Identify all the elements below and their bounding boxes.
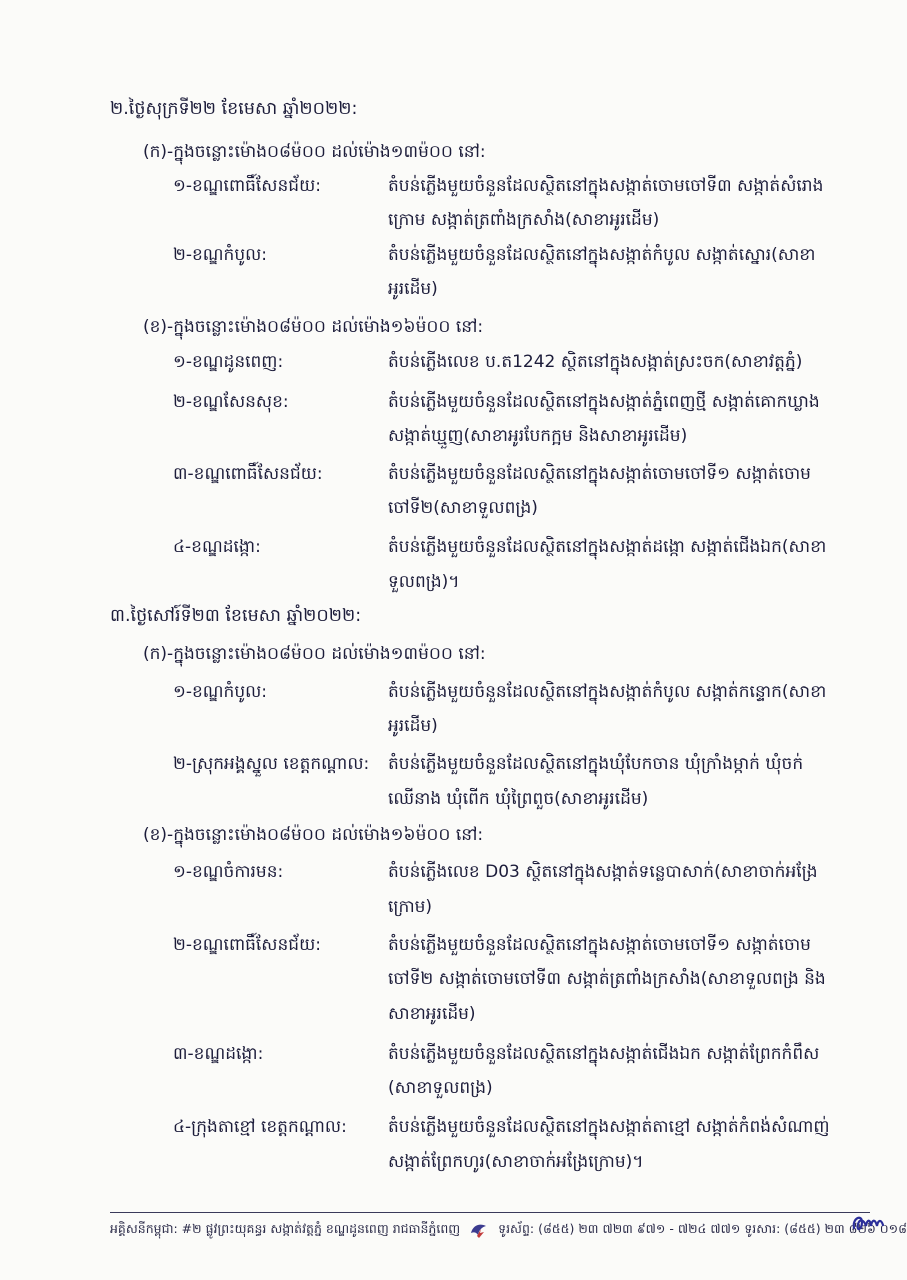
description-line: តំបន់ភ្លើងមួយចំនួនដែលស្ថិតនៅក្នុងសង្កាត់កំបូល សង្កាត់កន្ទោក(សាខា <box>388 682 827 702</box>
description-line: សង្កាត់ឃ្មួញ(សាខាអូរបែកក្អម និងសាខាអូរដើម) <box>388 426 688 446</box>
description-line: តំបន់ភ្លើងមួយចំនួនដែលស្ថិតនៅក្នុងសង្កាត់ចោមចៅទី៣ សង្កាត់សំរោង <box>388 176 824 196</box>
description-line: តំបន់ភ្លើងមួយចំនួនដែលស្ថិតនៅក្នុងសង្កាត់កំបូល សង្កាត់ស្នោរ(សាខា <box>388 245 816 265</box>
description-line: ឈើនាង ឃុំពើក ឃុំព្រៃពួច(សាខាអូរដើម) <box>388 789 649 809</box>
description-line: តំបន់ភ្លើងលេខ ប.ត1242 ស្ថិតនៅក្នុងសង្កាត់ស្រះចក(សាខាវត្តភ្នំ) <box>388 352 803 372</box>
footer-divider <box>110 1212 870 1213</box>
period-label: (ខ)-ក្នុងចន្លោះម៉ោង០៨ម៉០០ ដល់ម៉ោង១៦ម៉០០ នៅ: <box>143 825 484 845</box>
location-label: ១-ខណ្ឌពោធិ៍សែនជ័យ: <box>173 176 321 196</box>
description-line: តំបន់ភ្លើងមួយចំនួនដែលស្ថិតនៅក្នុងសង្កាត់ចោមចៅទី១ សង្កាត់ចោម <box>388 935 811 955</box>
company-logo-icon <box>468 1221 490 1239</box>
description-line: ក្រោម) <box>388 897 433 917</box>
location-label: ១-ខណ្ឌកំបូល: <box>173 682 268 702</box>
description-line: ទួលពង្រ)។ <box>388 572 460 592</box>
location-label: ២-ខណ្ឌសែនសុខ: <box>173 392 289 412</box>
description-line: ចៅទី២(សាខាទួលពង្រ) <box>388 498 538 518</box>
description-line: តំបន់ភ្លើងមួយចំនួនដែលស្ថិតនៅក្នុងសង្កាត់ជើងឯក សង្កាត់ព្រែកកំពឹស <box>388 1044 820 1064</box>
location-label: ១-ខណ្ឌចំការមន: <box>173 862 284 882</box>
footer-phone: ទូរស័ព្ទ: (៨៥៥) ២៣ ៧២៣ ៩៧១ - ៧២៤ ៧៧១ <box>498 1221 741 1236</box>
period-label: (ក)-ក្នុងចន្លោះម៉ោង០៨ម៉០០ ដល់ម៉ោង១៣ម៉០០ នៅ: <box>143 644 486 664</box>
location-label: ២-ខណ្ឌពោធិ៍សែនជ័យ: <box>173 935 321 955</box>
description-line: សាខាអូរដើម) <box>388 1004 476 1024</box>
description-line: តំបន់ភ្លើងមួយចំនួនដែលស្ថិតនៅក្នុងឃុំបែកចាន ឃុំក្រាំងម្កាក់ ឃុំចក់ <box>388 754 804 774</box>
footer-address: អគ្គិសនីកម្ពុជា: #២ ផ្លូវព្រះយុគន្ធរ សង្កាត់វត្តភ្នំ ខណ្ឌដូនពេញ រាជធានីភ្នំពេញ <box>110 1221 461 1236</box>
description-line: ចៅទី២ សង្កាត់ចោមចៅទី៣ សង្កាត់ត្រពាំងក្រសាំង(សាខាទួលពង្រ និង <box>388 969 826 989</box>
initials-signature-icon <box>850 1208 886 1238</box>
day-heading: ៣.ថ្ងៃសៅរ៍ទី២៣ ខែមេសា ឆ្នាំ២០២២: <box>110 606 362 626</box>
day-heading: ២.ថ្ងៃសុក្រទី២២ ខែមេសា ឆ្នាំ២០២២: <box>110 99 358 119</box>
description-line: តំបន់ភ្លើងមួយចំនួនដែលស្ថិតនៅក្នុងសង្កាត់ភ្នំពេញថ្មី សង្កាត់គោកឃ្លាង <box>388 392 820 412</box>
footer-fax: ទូរសារ: (៨៥៥) ២៣ ៨២៦ ០១៨ <box>744 1221 907 1236</box>
description-line: សង្កាត់ព្រែកហូរ(សាខាចាក់អង្រែក្រោម)។ <box>388 1152 644 1172</box>
location-label: ៤-ខណ្ឌដង្កោ: <box>173 537 261 557</box>
location-label: ៤-ក្រុងតាខ្មៅ ខេត្តកណ្ដាល: <box>173 1117 347 1137</box>
footer <box>110 1219 907 1239</box>
period-label: (ក)-ក្នុងចន្លោះម៉ោង០៨ម៉០០ ដល់ម៉ោង១៣ម៉០០ នៅ: <box>143 142 486 162</box>
description-line: តំបន់ភ្លើងមួយចំនួនដែលស្ថិតនៅក្នុងសង្កាត់តាខ្មៅ សង្កាត់កំពង់សំណាញ់ <box>388 1117 830 1137</box>
location-label: ២-ស្រុកអង្គស្នួល ខេត្តកណ្ដាល: <box>173 754 370 774</box>
description-line: ក្រោម សង្កាត់ត្រពាំងក្រសាំង(សាខាអូរដើម) <box>388 210 660 230</box>
period-label: (ខ)-ក្នុងចន្លោះម៉ោង០៨ម៉០០ ដល់ម៉ោង១៦ម៉០០ នៅ: <box>143 317 484 337</box>
location-label: ៣-ខណ្ឌពោធិ៍សែនជ័យ: <box>173 464 323 484</box>
description-line: តំបន់ភ្លើងមួយចំនួនដែលស្ថិតនៅក្នុងសង្កាត់ដង្កោ សង្កាត់ជើងឯក(សាខា <box>388 537 827 557</box>
description-line: តំបន់ភ្លើងលេខ D03 ស្ថិតនៅក្នុងសង្កាត់ទន្លេបាសាក់(សាខាចាក់អង្រែ <box>388 862 818 882</box>
location-label: ១-ខណ្ឌដូនពេញ: <box>173 352 284 372</box>
description-line: អូរដើម) <box>388 716 438 736</box>
description-line: តំបន់ភ្លើងមួយចំនួនដែលស្ថិតនៅក្នុងសង្កាត់ចោមចៅទី១ សង្កាត់ចោម <box>388 464 811 484</box>
location-label: ៣-ខណ្ឌដង្កោ: <box>173 1044 264 1064</box>
description-line: អូរដើម) <box>388 279 438 299</box>
location-label: ២-ខណ្ឌកំបូល: <box>173 245 268 265</box>
description-line: (សាខាទួលពង្រ) <box>388 1078 493 1098</box>
